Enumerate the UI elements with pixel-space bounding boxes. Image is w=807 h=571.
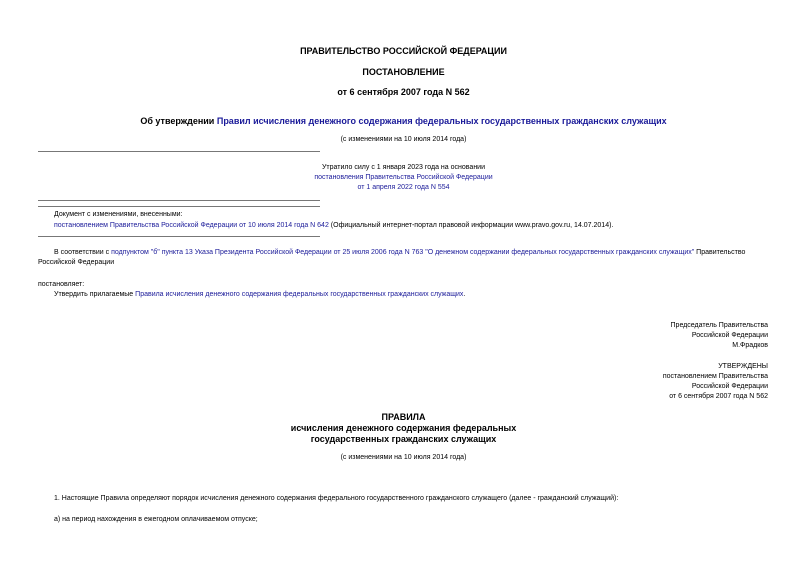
- preamble-line-1: [54, 248, 745, 258]
- divider-line: [38, 151, 320, 152]
- signature-name: М.Фрадков: [732, 342, 768, 349]
- expired-link-line-2[interactable]: постановления Правительства Российской Федерации: [314, 174, 493, 181]
- preamble-suffix: Правительство: [694, 249, 746, 256]
- rules-amendment-note: (с изменениями на 10 июля 2014 года): [340, 454, 467, 461]
- divider-line: [38, 206, 320, 207]
- rules-title-2: исчисления денежного содержания федеральных: [290, 423, 517, 433]
- changes-line: [54, 221, 613, 231]
- approved-line-1: УТВЕРЖДЕНЫ: [718, 363, 768, 370]
- approve-suffix: .: [463, 291, 466, 298]
- doc-title-link[interactable]: Правил исчисления денежного содержания федеральных государственных гражданских служащих: [216, 116, 667, 126]
- changes-source: (Официальный интернет-портал правовой информации www.pravo.gov.ru, 14.07.2014).: [328, 222, 614, 229]
- approved-line-2: постановлением Правительства: [662, 373, 768, 380]
- preamble-prefix: В соответствии с: [54, 249, 112, 256]
- rules-title-1: ПРАВИЛА: [381, 412, 426, 422]
- divider-line: [38, 236, 320, 237]
- doc-title-prefix: Об утверждении: [140, 116, 217, 126]
- approve-link[interactable]: Правила исчисления денежного содержания федеральных государственных гражданских служащих: [135, 291, 464, 298]
- expired-line-1: Утратило силу с 1 января 2023 года на основании: [321, 164, 486, 171]
- divider-line: [38, 200, 320, 201]
- signature-line-1: Председатель Правительства: [670, 322, 768, 329]
- rules-item-a: а) на период нахождения в ежегодном оплачиваемом отпуске;: [54, 516, 258, 523]
- amendment-note: (с изменениями на 10 июля 2014 года): [340, 136, 467, 143]
- rules-item-1: 1. Настоящие Правила определяют порядок исчисления денежного содержания федерального государственного гражданского служащего (далее - гражданский служащий):: [54, 495, 619, 502]
- preamble-line-2: Российской Федерации: [38, 259, 115, 266]
- changes-link[interactable]: постановлением Правительства Российской Федерации от 10 июля 2014 года N 642: [54, 222, 329, 229]
- preamble-link[interactable]: подпунктом "б" пункта 13 Указа Президента Российской Федерации от 25 июля 2006 года N 763 "О денежном содержании федеральных государственных гражданских служащих": [111, 249, 695, 256]
- changes-label: Документ с изменениями, внесенными:: [54, 211, 183, 218]
- approve-paragraph: [54, 290, 465, 300]
- doc-type-heading: ПОСТАНОВЛЕНИЕ: [362, 67, 445, 77]
- expired-link-line-3[interactable]: от 1 апреля 2022 года N 554: [357, 184, 450, 191]
- resolves-text: постановляет:: [38, 281, 85, 288]
- approved-line-4: от 6 сентября 2007 года N 562: [669, 393, 768, 400]
- government-heading: ПРАВИТЕЛЬСТВО РОССИЙСКОЙ ФЕДЕРАЦИИ: [300, 46, 507, 56]
- doc-date-number: от 6 сентября 2007 года N 562: [337, 87, 470, 97]
- approve-prefix: Утвердить прилагаемые: [54, 291, 136, 298]
- doc-title: [0, 116, 807, 127]
- signature-line-2: Российской Федерации: [691, 332, 768, 339]
- rules-title-3: государственных гражданских служащих: [310, 434, 497, 444]
- approved-line-3: Российской Федерации: [691, 383, 768, 390]
